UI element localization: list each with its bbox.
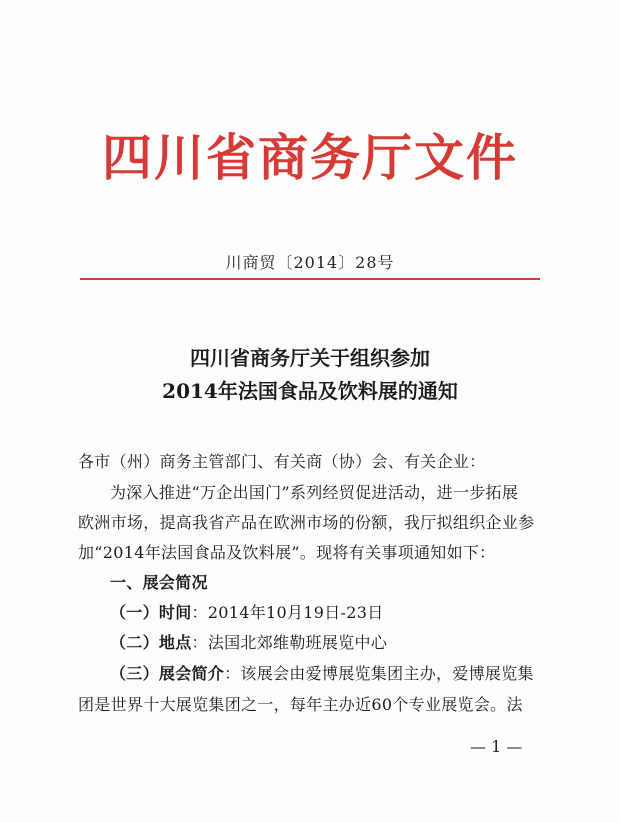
section-1-heading: 一、展会简况: [110, 573, 208, 592]
paragraph-1-line-2: 欧洲市场，提高我省产品在欧洲市场的份额，我厅拟组织企业参: [78, 513, 535, 532]
item-2-label: （二）地点: [110, 633, 192, 652]
document-title-line-1: 四川省商务厅关于组织参加: [190, 346, 430, 370]
page-number: — 1 —: [470, 737, 523, 756]
item-1-label: （一）时间: [110, 603, 192, 622]
item-1-time: [110, 600, 384, 623]
item-3-introduction: [110, 661, 534, 684]
item-1-value: ：2014年10月19日-23日: [191, 603, 384, 622]
item-3-value: ：该展会由爱博展览集团主办，爱博展览集: [224, 664, 534, 683]
document-number: 川商贸〔2014〕28号: [225, 253, 395, 272]
item-2-value: ：法国北郊维勒班展览中心: [191, 633, 388, 652]
document-title-line-2: 2014年法国食品及饮料展的通知: [162, 379, 458, 403]
item-3-line-2: 团是世界十大展览集团之一，每年主办近60个专业展览会。法: [78, 695, 523, 714]
paragraph-1-line-3: 加“2014年法国食品及饮料展”。现将有关事项通知如下：: [78, 543, 496, 562]
item-2-location: [110, 630, 387, 653]
item-3-label: （三）展会简介: [110, 664, 225, 683]
red-divider-line: [80, 278, 540, 280]
issuing-authority-header: 四川省商务厅文件: [102, 128, 518, 187]
paragraph-1-line-1: 为深入推进“万企出国门”系列经贸促进活动，进一步拓展: [110, 483, 519, 502]
salutation: 各市（州）商务主管部门、有关商（协）会、有关企业：: [78, 452, 486, 471]
